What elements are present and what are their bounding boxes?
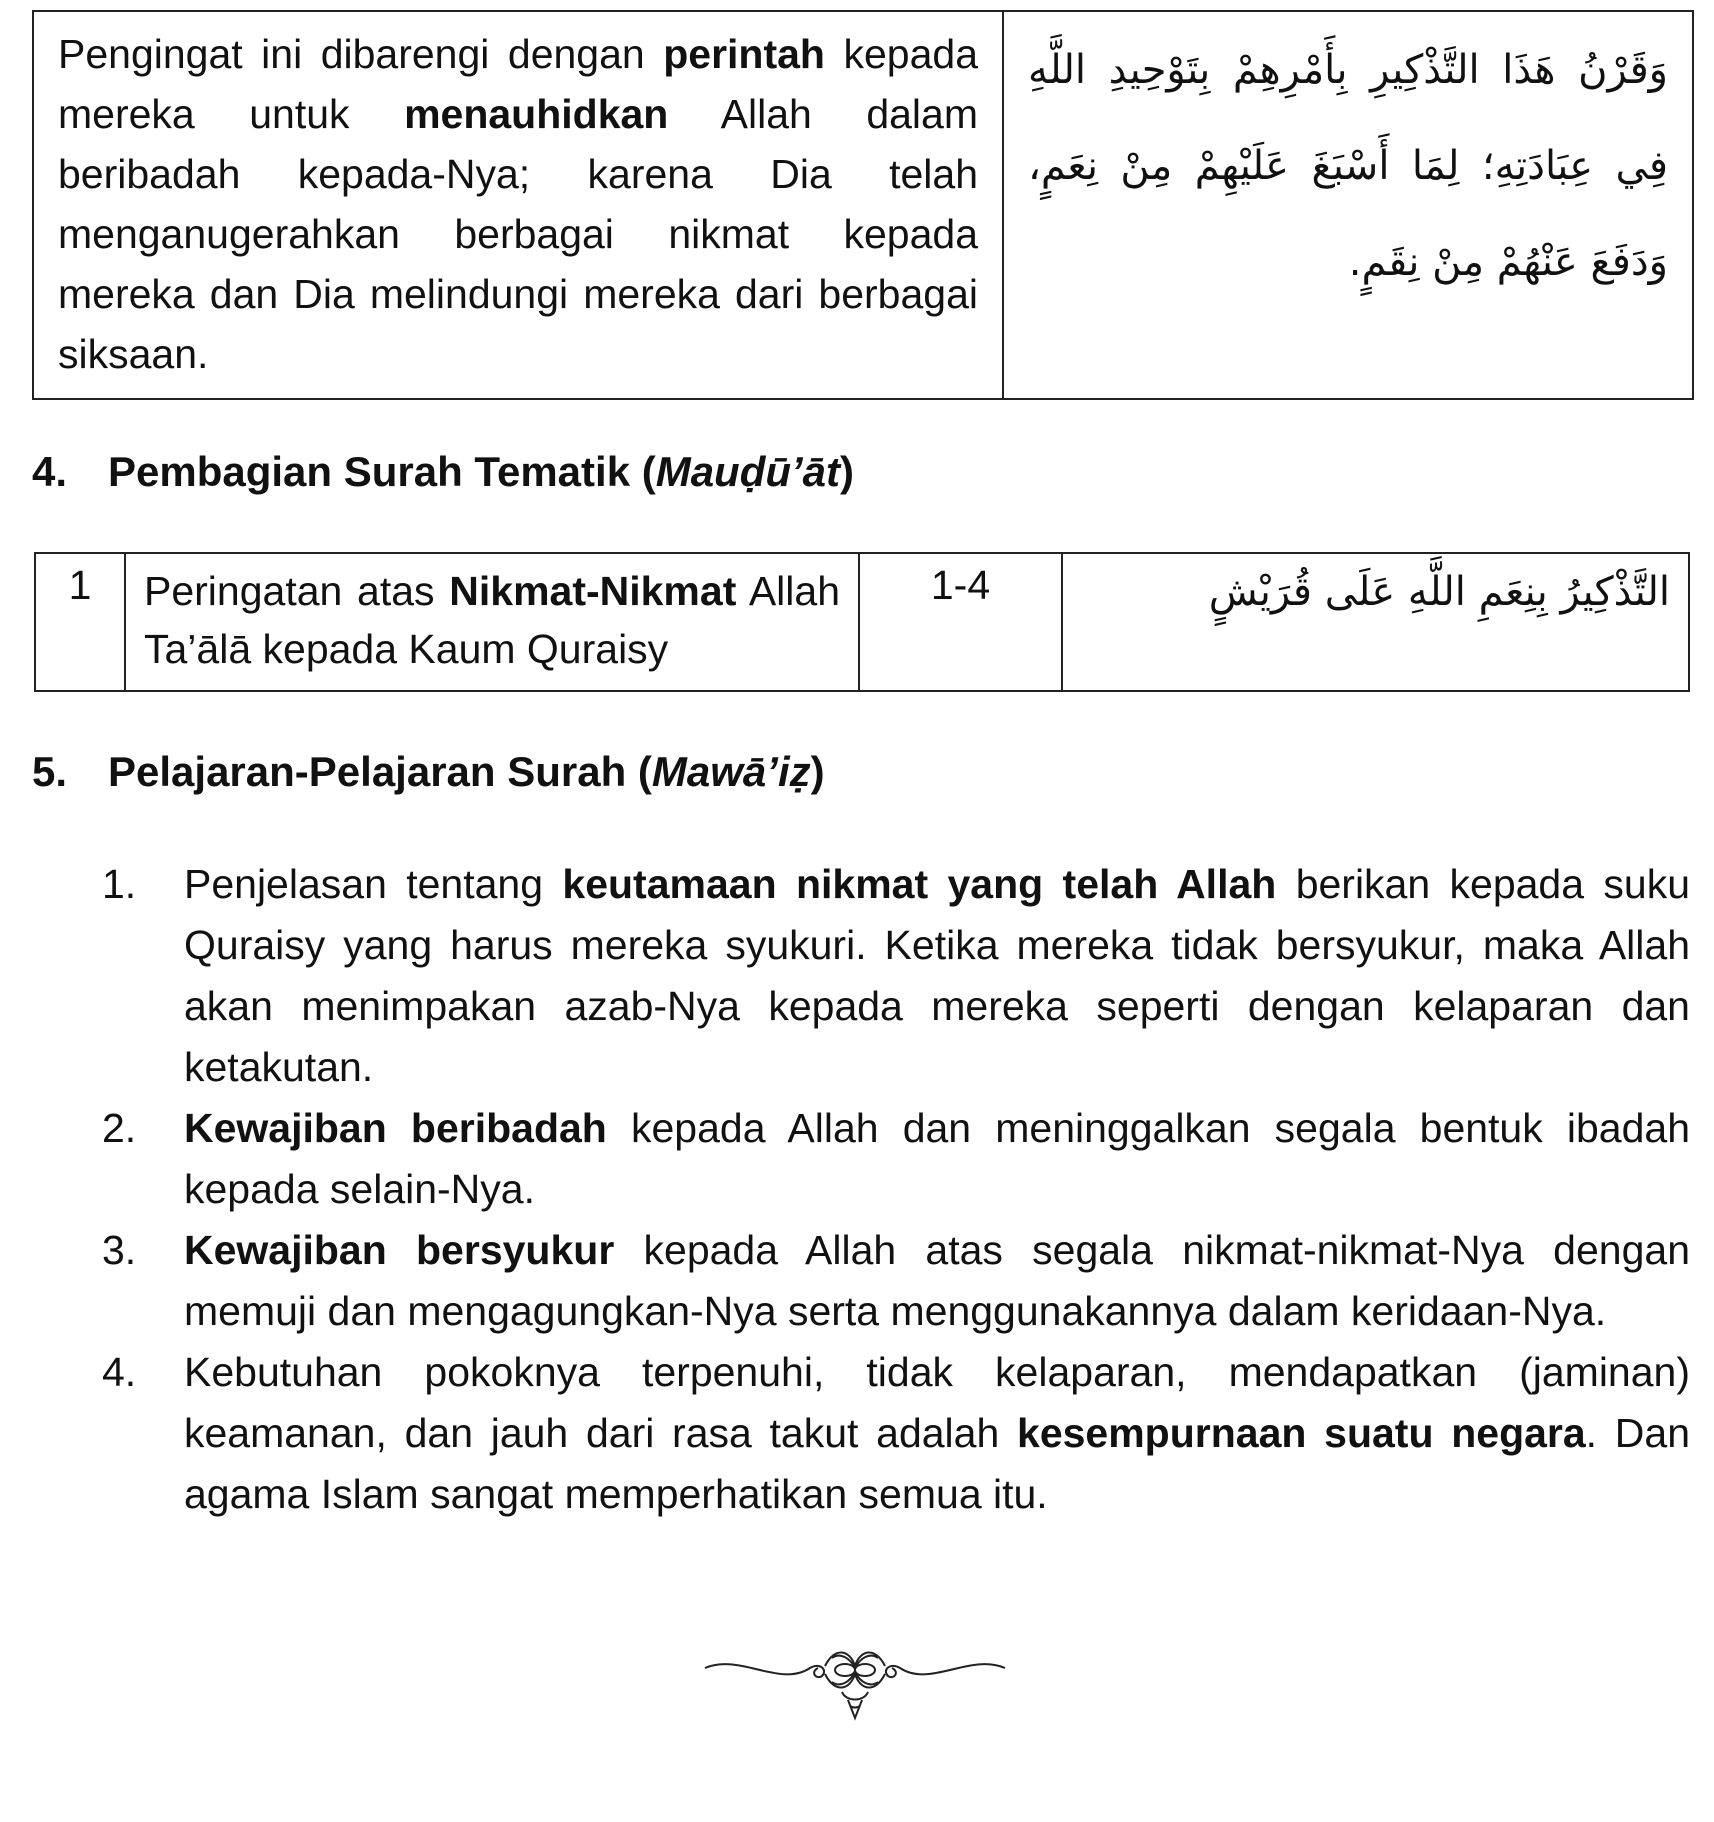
section-title: Pembagian Surah Tematik (: [108, 448, 656, 495]
list-number: 4.: [102, 1349, 137, 1395]
text-run: kepada mereka untuk: [58, 31, 978, 137]
list-number: 3.: [102, 1227, 137, 1273]
theme-table: [34, 552, 1690, 692]
text-run: kepada Allah dan meninggalkan segala bentuk ibadah kepada selain-Nya.: [184, 1105, 1690, 1212]
indonesian-paragraph: [58, 24, 978, 384]
list-item: [102, 1220, 1690, 1342]
text-run: Kebutuhan pokoknya terpenuhi, tidak kelaparan, mendapatkan (jaminan) keamanan, dan jauh dari rasa takut adalah: [184, 1349, 1690, 1456]
list-text: [184, 1220, 1690, 1342]
text-run: Peringatan atas: [144, 568, 450, 614]
section-4-heading: [32, 448, 854, 496]
indonesian-cell: [33, 11, 1003, 399]
bold-term: Kewajiban beribadah: [184, 1105, 607, 1151]
list-item: [102, 1098, 1690, 1220]
list-text: [184, 854, 1690, 1098]
list-number: 2.: [102, 1105, 137, 1151]
table-row: [35, 553, 1689, 691]
text-run: Pengingat ini dibarengi dengan: [58, 31, 664, 77]
text-run: Allah Ta’ālā kepada Kaum Quraisy: [144, 568, 840, 672]
bold-term: Nikmat-Nikmat: [449, 568, 737, 614]
section-title-italic: Mawā’iẓ: [651, 748, 811, 795]
text-run: . Dan agama Islam sangat memperhatikan semua itu.: [184, 1410, 1691, 1517]
section-number: 4.: [32, 448, 68, 495]
theme-title-cell: [125, 553, 859, 691]
theme-number-cell: 1: [35, 553, 125, 691]
text-run: Penjelasan tentang: [184, 861, 563, 907]
list-text: [184, 1098, 1690, 1220]
floral-divider-icon: [700, 1628, 1010, 1723]
section-5-heading: [32, 748, 825, 796]
arabic-paragraph: وَقَرْنُ هَذَا التَّذْكِيرِ بِأَمْرِهِمْ بِتَوْحِيدِ اللَّهِ فِي عِبَادَتِهِ؛ لِمَا أَسْبَغَ عَلَيْهِمْ مِنْ نِعَمٍ، وَدَفَعَ عَنْهُمْ مِنْ نِقَمٍ.: [1028, 47, 1668, 285]
bold-term: perintah: [663, 31, 825, 77]
list-number: 1.: [102, 861, 137, 907]
lessons-list: [102, 854, 1690, 1525]
section-number: 5.: [32, 748, 68, 795]
text-run: kepada Allah atas segala nikmat-nikmat-Nya dengan memuji dan mengagungkan-Nya serta menggunakannya dalam keridaan-Nya.: [184, 1227, 1690, 1334]
arabic-cell: [1003, 11, 1693, 399]
bold-term: keutamaan nikmat yang telah Allah: [562, 861, 1277, 907]
bold-term: kesempurnaan suatu negara: [1017, 1410, 1586, 1456]
text-run: Allah dalam beribadah kepada-Nya; karena Dia telah menganugerahkan berbagai nikmat kepada mereka dan Dia melindungi mereka dari berbagai siksaan.: [58, 91, 978, 377]
section-title-end: ): [810, 748, 825, 795]
table-row: [33, 11, 1693, 399]
theme-arabic-cell: التَّذْكِيرُ بِنِعَمِ اللَّهِ عَلَى قُرَيْشٍ: [1062, 553, 1689, 691]
top-table: [32, 10, 1694, 400]
theme-verses-cell: 1-4: [859, 553, 1062, 691]
bold-term: Kewajiban bersyukur: [184, 1227, 615, 1273]
list-text: [184, 1342, 1690, 1525]
text-run: berikan kepada suku Quraisy yang harus mereka syukuri. Ketika mereka tidak bersyukur, maka Allah akan menimpakan azab-Nya kepada mereka seperti dengan kelaparan dan ketakutan.: [184, 861, 1690, 1090]
bold-term: menauhidkan: [404, 91, 669, 137]
section-title-end: ): [840, 448, 855, 495]
list-item: [102, 854, 1690, 1098]
section-title: Pelajaran-Pelajaran Surah (: [108, 748, 652, 795]
section-title-italic: Mauḍū’āt: [655, 448, 841, 495]
list-item: [102, 1342, 1690, 1525]
